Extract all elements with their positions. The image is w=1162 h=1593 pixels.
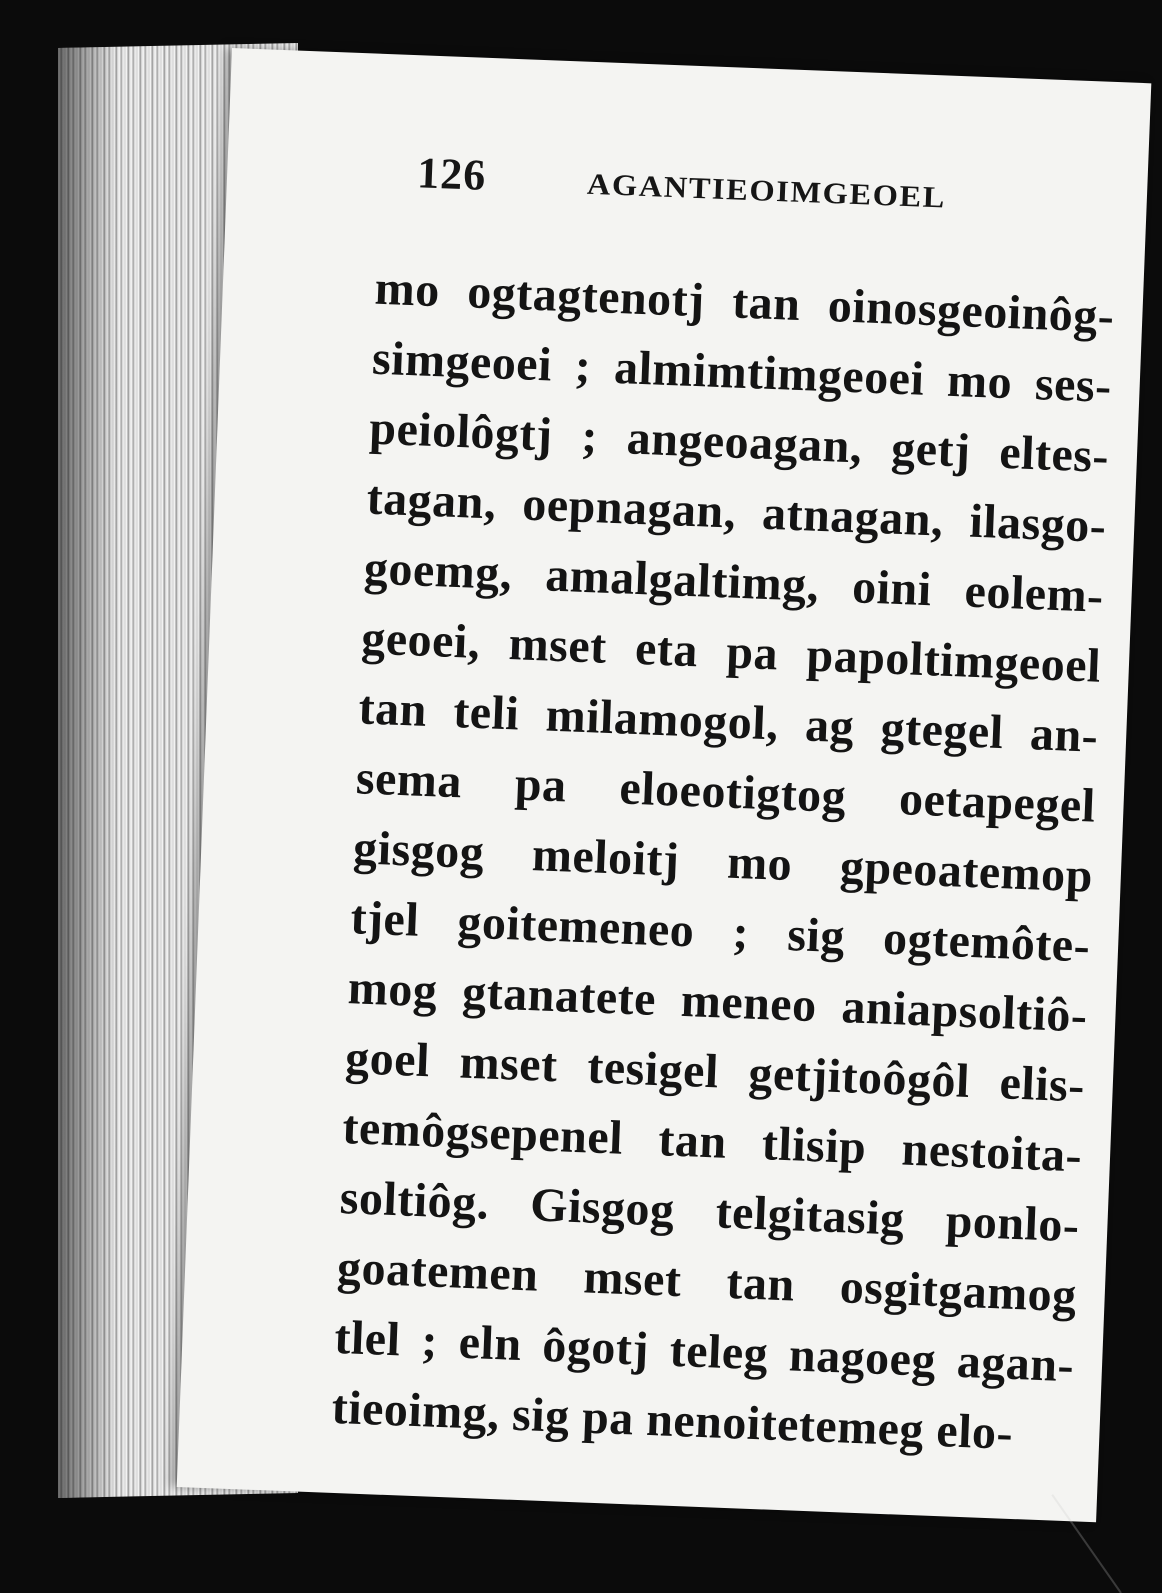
text-line: soltiôg. Gisgog telgitasig ponlo- [338,1171,1081,1253]
book-edge-shadow [58,47,118,1498]
book-page [177,48,1152,1522]
text-line: goatemen mset tan osgitgamog [336,1240,1078,1323]
text-line: tagan, oepnagan, atnagan, ilasgo- [365,471,1108,553]
text-line: mog gtanatete meneo aniapsoltiô- [346,961,1089,1043]
text-line: sema pa eloeotigtog oetapegel [355,751,1097,833]
page-header [416,147,1138,235]
body-text [331,254,1116,1472]
text-line: simgeoei ; almimtimgeoei mo ses- [371,331,1113,413]
text-line: goemg, amalgaltimg, oini eolem- [363,541,1105,623]
text-line: peiolôgtj ; angeoagan, getj eltes- [368,401,1110,483]
text-line: tjel goitemeneo ; sig ogtemôte- [349,891,1092,973]
text-line: tlel ; eln ôgotj teleg nagoeg agan- [333,1310,1076,1393]
text-line: gisgog meloitj mo gpeoatemop [352,821,1094,903]
text-line: temôgsepenel tan tlisip nestoita- [341,1101,1084,1183]
page-number: 126 [416,148,488,200]
text-line: tan teli milamogol, ag gtegel an- [357,681,1100,763]
text-line: mo ogtagtenotj tan oinosgeoinôg- [373,261,1116,344]
running-head: AGANTIEOIMGEOEL [586,167,947,215]
text-line: geoei, mset eta pa papoltimgeoel [360,611,1102,693]
text-line: goel mset tesigel getjitoôgôl elis- [344,1031,1086,1113]
text-line: tieoimg, sig pa nenoitetemeg elo- [330,1380,1015,1460]
